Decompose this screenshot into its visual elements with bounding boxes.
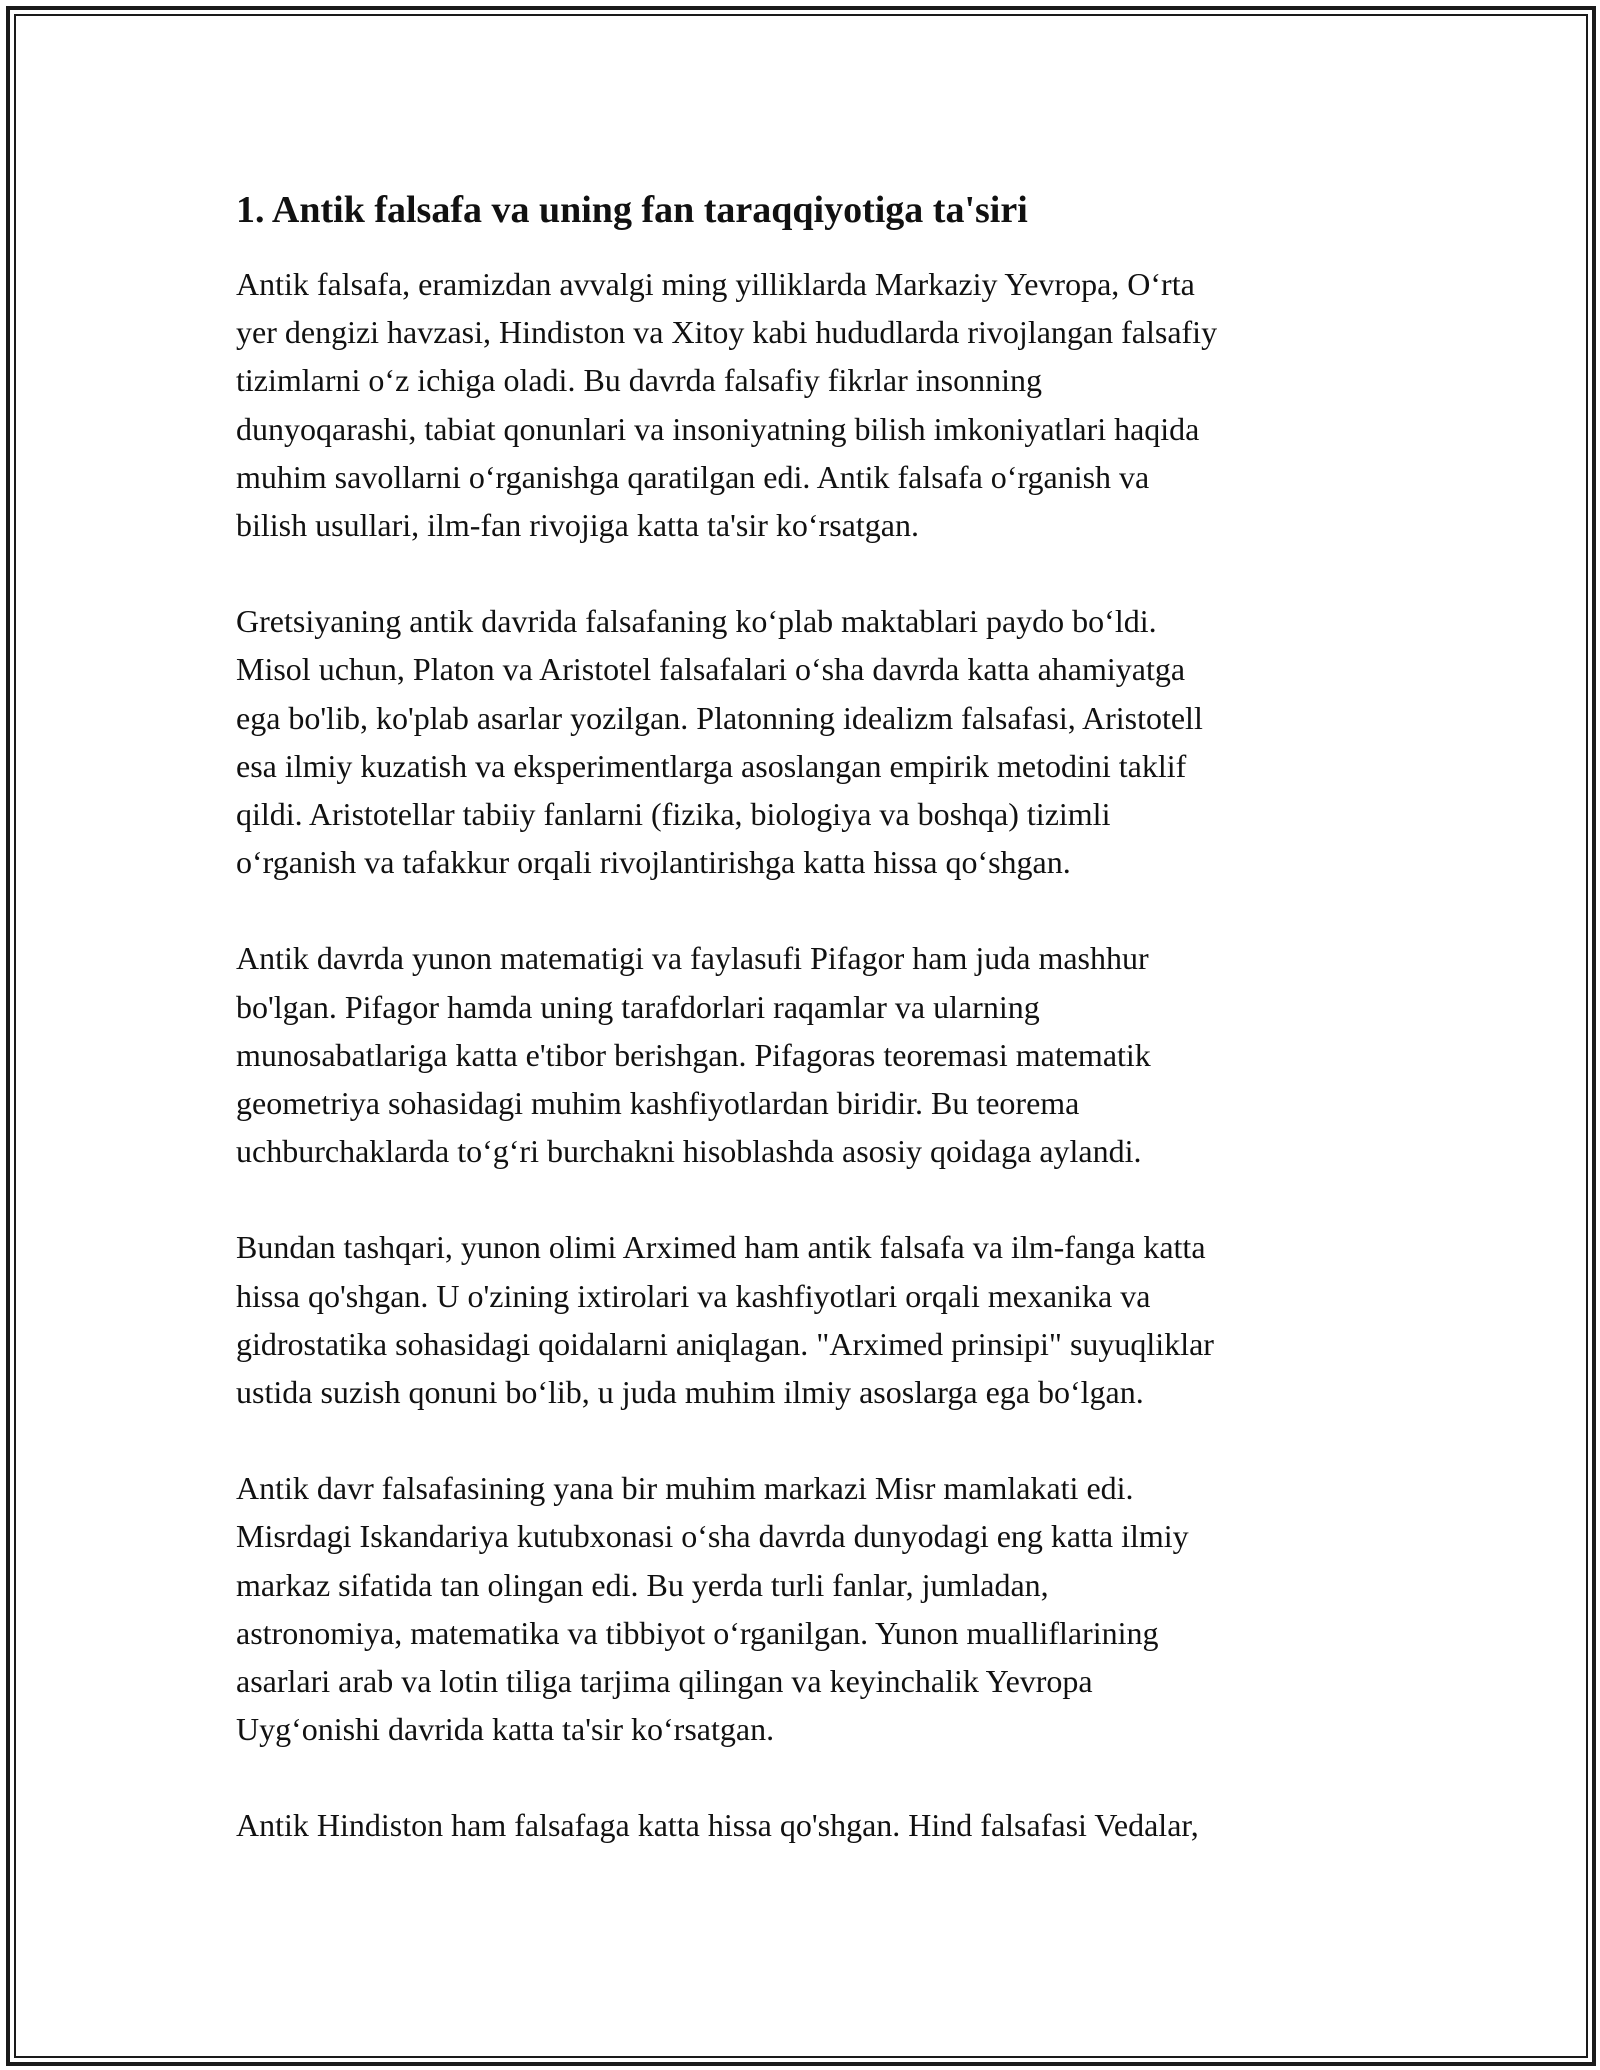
text-line: Antik davr falsafasining yana bir muhim markazi Misr mamlakati edi. [236,1470,1134,1507]
text-line: esa ilmiy kuzatish va eksperimentlarga asoslangan empirik metodini taklif [236,747,1187,784]
text-line: astronomiya, matematika va tibbiyot o‘rganilgan. Yunon mualliflarining [236,1614,1159,1651]
paragraph-list [236,260,1386,1850]
text-line: Antik falsafa, eramizdan avvalgi ming yilliklarda Markaziy Yevropa, O‘rta [236,266,1195,302]
text-line: gidrostatika sohasidagi qoidalarni aniqlagan. "Arximed prinsipi" suyuqliklar [236,1325,1214,1362]
text-line: tizimlarni o‘z ichiga oladi. Bu davrda falsafiy fikrlar insonning [236,362,1042,399]
text-line: Misol uchun, Platon va Aristotel falsafalari o‘sha davrda katta ahamiyatga [236,651,1186,688]
text-line: o‘rganish va tafakkur orqali rivojlantirishga katta hissa qo‘shgan. [236,844,1071,881]
text-line: qildi. Aristotellar tabiiy fanlarni (fizika, biologiya va boshqa) tizimli [236,796,1111,833]
text-line: bo'lgan. Pifagor hamda uning tarafdorlari raqamlar va ularning [236,988,1040,1025]
text-line: Gretsiyaning antik davrida falsafaning ko‘plab maktablari paydo bo‘ldi. [236,603,1157,640]
text-line: markaz sifatida tan olingan edi. Bu yerda turli fanlar, jumladan, [236,1566,1049,1603]
paragraph [236,260,1386,549]
paragraph [236,597,1386,886]
text-line: Antik davrda yunon matematigi va faylasufi Pifagor ham juda mashhur [236,940,1149,977]
text-line: bilish usullari, ilm-fan rivojiga katta ta'sir ko‘rsatgan. [236,507,919,544]
text-line: Misrdagi Iskandariya kutubxonasi o‘sha davrda dunyodagi eng katta ilmiy [236,1518,1189,1555]
paragraph [236,1464,1386,1753]
text-line: asarlari arab va lotin tiliga tarjima qilingan va keyinchalik Yevropa [236,1663,1093,1700]
text-line: ustida suzish qonuni bo‘lib, u juda muhim ilmiy asoslarga ega bo‘lgan. [236,1374,1144,1411]
text-line: Antik Hindiston ham falsafaga katta hissa qo'shgan. Hind falsafasi Vedalar, [236,1807,1199,1844]
text-line: Bundan tashqari, yunon olimi Arximed ham antik falsafa va ilm-fanga katta [236,1229,1206,1266]
paragraph [236,934,1386,1175]
text-line: Uyg‘onishi davrida katta ta'sir ko‘rsatgan. [236,1711,775,1748]
text-line: muhim savollarni o‘rganishga qaratilgan edi. Antik falsafa o‘rganish va [236,458,1150,495]
text-line: munosabatlariga katta e'tibor berishgan. Pifagoras teoremasi matematik [236,1036,1151,1073]
paragraph [236,1801,1386,1849]
section-heading: 1. Antik falsafa va uning fan taraqqiyotiga ta'siri [236,189,1028,231]
text-line: uchburchaklarda to‘g‘ri burchakni hisoblashda asosiy qoidaga aylandi. [236,1133,1142,1170]
text-line: hissa qo'shgan. U o'zining ixtirolari va kashfiyotlari orqali mexanika va [236,1277,1151,1314]
text-line: dunyoqarashi, tabiat qonunlari va insoniyatning bilish imkoniyatlari haqida [236,410,1200,447]
document-body [236,186,1386,1898]
text-line: geometriya sohasidagi muhim kashfiyotlardan biridir. Bu teorema [236,1085,1080,1122]
paragraph [236,1223,1386,1416]
text-line: yer dengizi havzasi, Hindiston va Xitoy kabi hududlarda rivojlangan falsafiy [236,314,1218,351]
text-line: ega bo'lib, ko'plab asarlar yozilgan. Platonning idealizm falsafasi, Aristotell [236,699,1203,736]
